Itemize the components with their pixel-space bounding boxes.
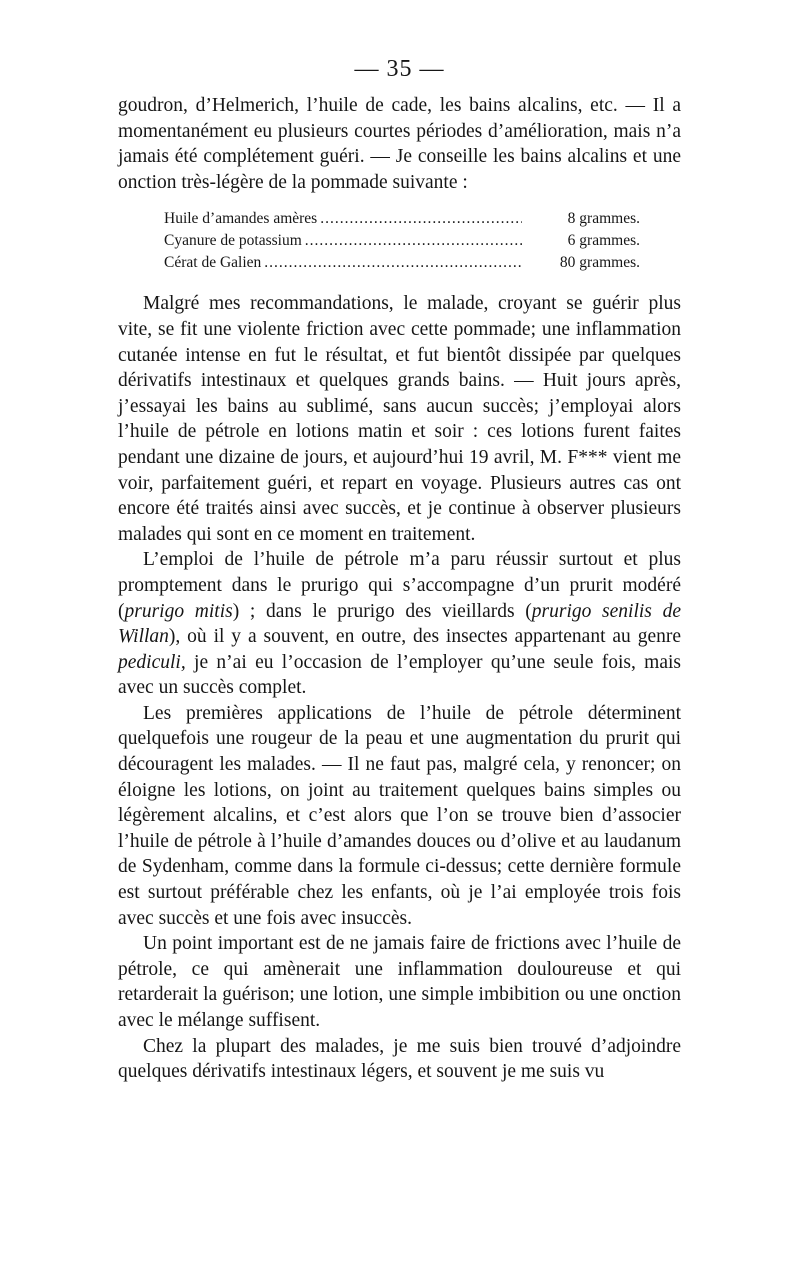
formula-amount: 6 grammes. — [567, 232, 640, 250]
paragraph-first-applications: Les premières applications de l’huile de pétrole déterminent quelquefois une rougeur de la peau et une augmentation du prurit qui découragent les malades. — Il ne faut pas, malgré cela, y renoncer; on éloigne les lotions, on joint au traitement quelques bains simples ou légèrement alcalins, et c’est alors que l’on se trouve bien d’associer l’huile de pétrole à l’huile d’amandes douces ou d’olive et au laudanum de Sydenham, comme dans la formule ci-dessus; cette dernière formule est surtout préférable chez les enfants, où je l’ai employée trois fois avec succès et une fois avec insuccès. — [118, 702, 681, 929]
paragraph-case-report: Malgré mes recommandations, le malade, croyant se guérir plus vite, se fit une violente friction avec cette pommade; une inflammation cutanée intense en fut le résultat, et fut bientôt dissipée par quelques dérivatifs intestinaux et quelques grands bains. — Huit jours après, j’essayai les bains au sublimé, sans aucun succès; j’employai alors l’huile de pétrole en lotions matin et soir : ces lotions furent faites pendant une dizaine de jours, et aujourd’hui 19 avril, M. F*** vient me voir, parfaitement guéri, et repart en voyage. Plusieurs autres cas ont encore été traités ainsi avec succès, et je continue à observer plusieurs malades qui sont en ce moment en traitement. — [118, 293, 681, 545]
formula-ingredient: Cyanure de potassium — [164, 232, 302, 250]
paragraph-important-point: Un point important est de ne jamais faire de frictions avec l’huile de pétrole, ce qui amènerait une inflammation douloureuse et qui retarderait la guérison; une lotion, une simple imbibition ou une onction avec le mélange suffisent. — [118, 933, 681, 1031]
paragraph-text: je n’ai eu l’occasion de l’employer qu’une seule fois, mais avec un succès complet. — [118, 651, 681, 699]
formula-row — [164, 230, 640, 252]
dot-leader — [305, 230, 522, 252]
italic-term: pediculi, — [118, 651, 186, 673]
paragraph-text: L’emploi de l’huile de pétrole m’a paru réussir surtout et plus promptement dans le prurigo qui s’accompagne d’un prurit modéré ( — [118, 549, 681, 622]
paragraph-intro: goudron, d’Helmerich, l’huile de cade, les bains alcalins, etc. — Il a momentanément eu plusieurs courtes périodes d’amélioration, mais n’a jamais été complétement guéri. — Je conseille les bains alcalins et une onction très-légère de la pommade suivante : — [118, 95, 681, 193]
pomade-formula — [164, 208, 640, 274]
formula-row — [164, 208, 640, 230]
formula-amount: 8 grammes. — [567, 210, 640, 228]
paragraph-text: ), où il y a souvent, en outre, des insectes appartenant au genre — [168, 626, 681, 648]
paragraph-derivatives: Chez la plupart des malades, je me suis bien trouvé d’adjoindre quelques dérivatifs intestinaux légers, et souvent je me suis vu — [118, 1035, 681, 1083]
paragraph-prurigo — [118, 547, 681, 701]
formula-amount: 80 grammes. — [559, 254, 640, 272]
page-number: — 35 — — [354, 56, 445, 82]
formula-ingredient: Cérat de Galien — [164, 254, 262, 272]
formula-row — [164, 252, 640, 274]
italic-term: prurigo mitis — [124, 600, 233, 622]
book-page — [118, 54, 681, 1085]
paragraph-text: ) ; dans le prurigo des vieillards ( — [232, 600, 532, 622]
formula-ingredient: Huile d’amandes amères — [164, 210, 318, 228]
italic-term: prurigo senilis de Willan — [118, 600, 681, 648]
dot-leader — [320, 208, 522, 230]
dot-leader — [264, 252, 522, 274]
